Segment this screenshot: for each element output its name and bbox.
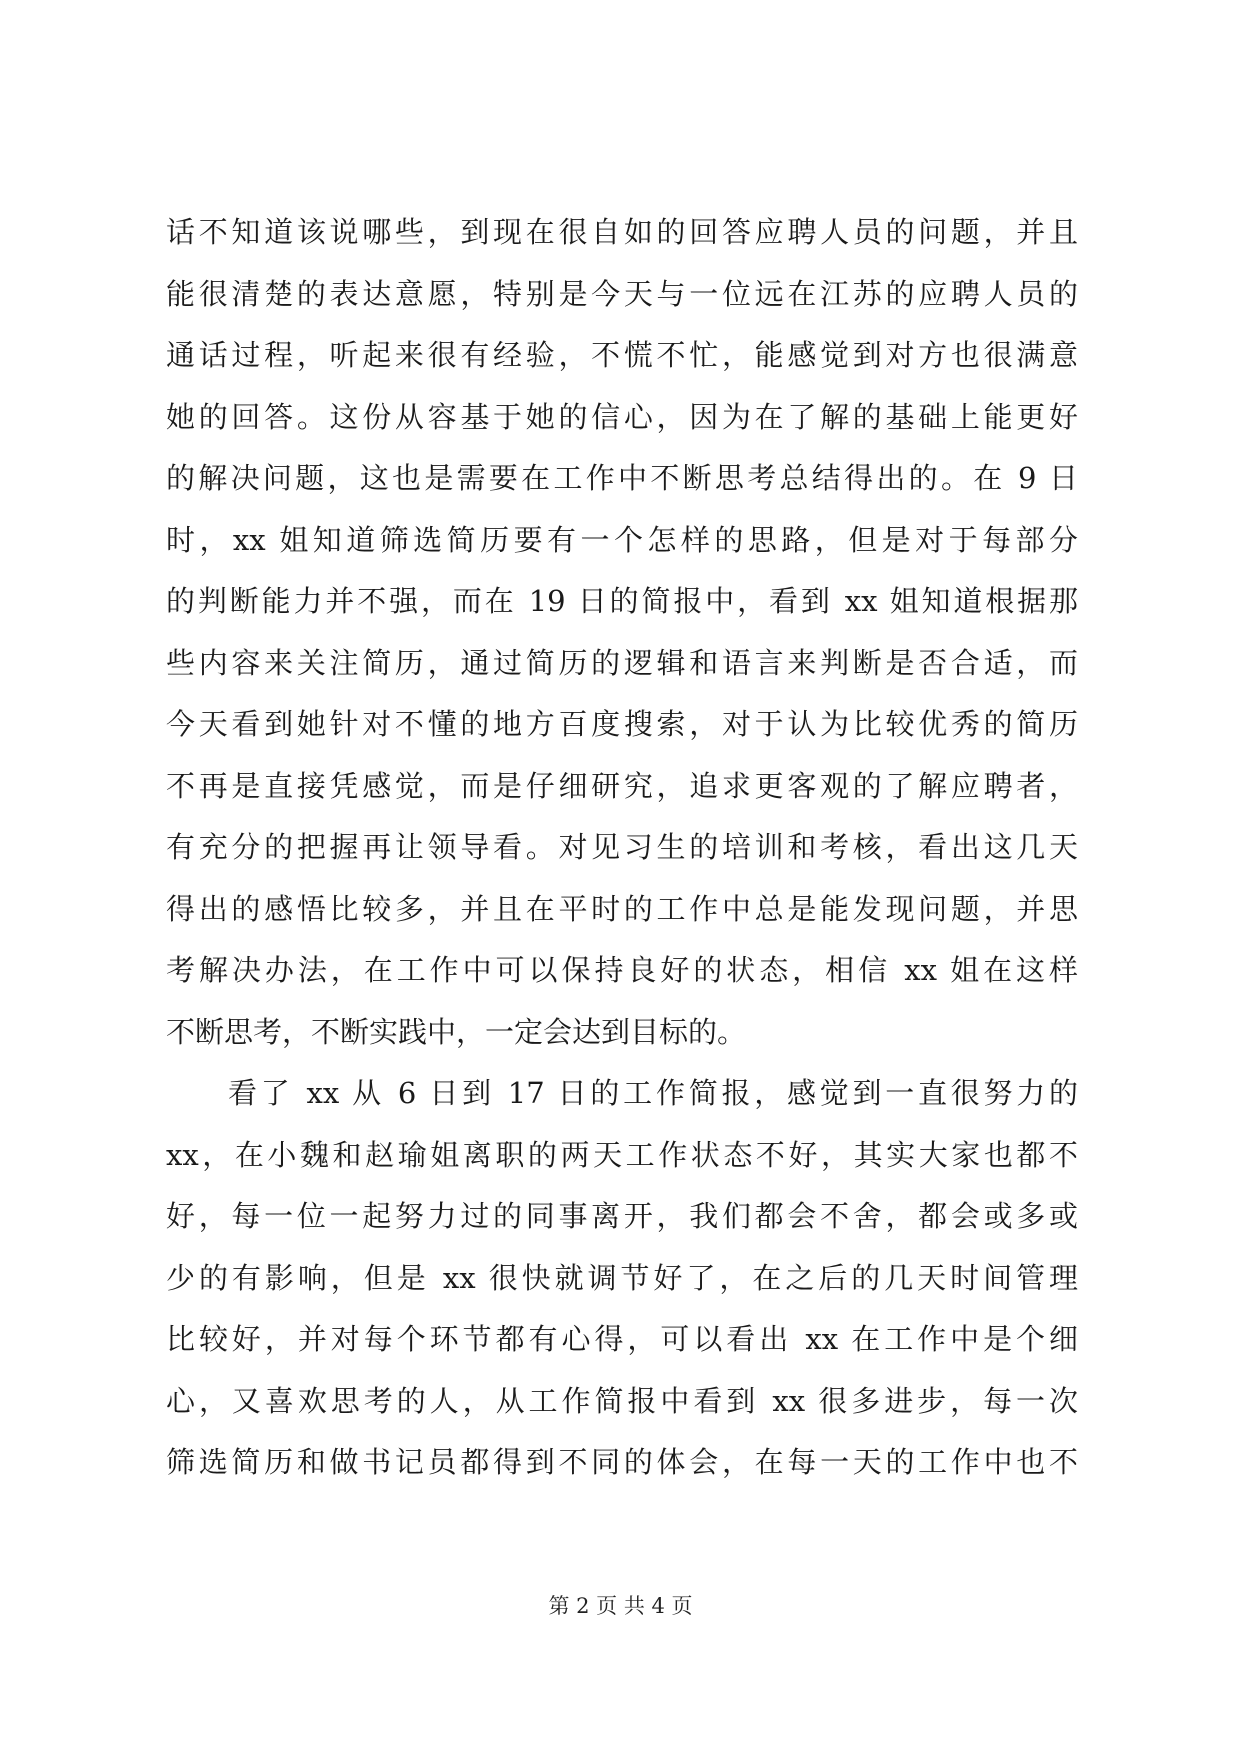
body-text: [166, 202, 1078, 1494]
text-line: 不断思考，不断实践中，一定会达到目标的。: [166, 1014, 747, 1049]
text-line: 不再是直接凭感觉，而是仔细研究，追求更客观的了解应聘者，: [166, 768, 1078, 803]
text-line: 考解决办法，在工作中可以保持良好的状态，相信 xx 姐在这样: [166, 953, 1078, 987]
text-line: 通话过程，听起来很有经验，不慌不忙，能感觉到对方也很满意: [166, 338, 1078, 372]
text-line: 少的有影响，但是 xx 很快就调节好了，在之后的几天时间管理: [166, 1260, 1078, 1295]
text-line: 看了 xx 从 6 日到 17 日的工作简报，感觉到一直很努力的: [228, 1076, 1078, 1110]
text-line: 的解决问题，这也是需要在工作中不断思考总结得出的。在 9 日: [166, 461, 1078, 495]
text-line: 些内容来关注简历，通过简历的逻辑和语言来判断是否合适，而: [166, 645, 1078, 680]
text-line: 时，xx 姐知道筛选简历要有一个怎样的思路，但是对于每部分: [166, 522, 1078, 557]
text-line: 比较好，并对每个环节都有心得，可以看出 xx 在工作中是个细: [166, 1322, 1078, 1356]
text-line: 今天看到她针对不懂的地方百度搜索，对于认为比较优秀的简历: [166, 707, 1078, 741]
text-line: xx，在小魏和赵瑜姐离职的两天工作状态不好，其实大家也都不: [166, 1137, 1078, 1172]
text-line: 能很清楚的表达意愿，特别是今天与一位远在江苏的应聘人员的: [166, 276, 1078, 311]
text-line: 得出的感悟比较多，并且在平时的工作中总是能发现问题，并思: [166, 891, 1078, 926]
paragraph-2: [166, 1063, 1078, 1494]
text-line: 好，每一位一起努力过的同事离开，我们都会不舍，都会或多或: [166, 1199, 1078, 1233]
paragraph-1: [166, 202, 1078, 1063]
page-footer: [0, 1591, 1241, 1621]
text-line: 的判断能力并不强，而在 19 日的简报中，看到 xx 姐知道根据那: [166, 584, 1078, 618]
text-line: 话不知道该说哪些，到现在很自如的回答应聘人员的问题，并且: [166, 215, 1078, 249]
text-line: 有充分的把握再让领导看。对见习生的培训和考核，看出这几天: [166, 830, 1078, 864]
text-line: 心，又喜欢思考的人，从工作简报中看到 xx 很多进步，每一次: [166, 1383, 1078, 1418]
text-line: 筛选简历和做书记员都得到不同的体会，在每一天的工作中也不: [166, 1445, 1078, 1479]
page-number: 第 2 页 共 4 页: [548, 1594, 693, 1618]
text-line: 她的回答。这份从容基于她的信心，因为在了解的基础上能更好: [166, 399, 1078, 434]
